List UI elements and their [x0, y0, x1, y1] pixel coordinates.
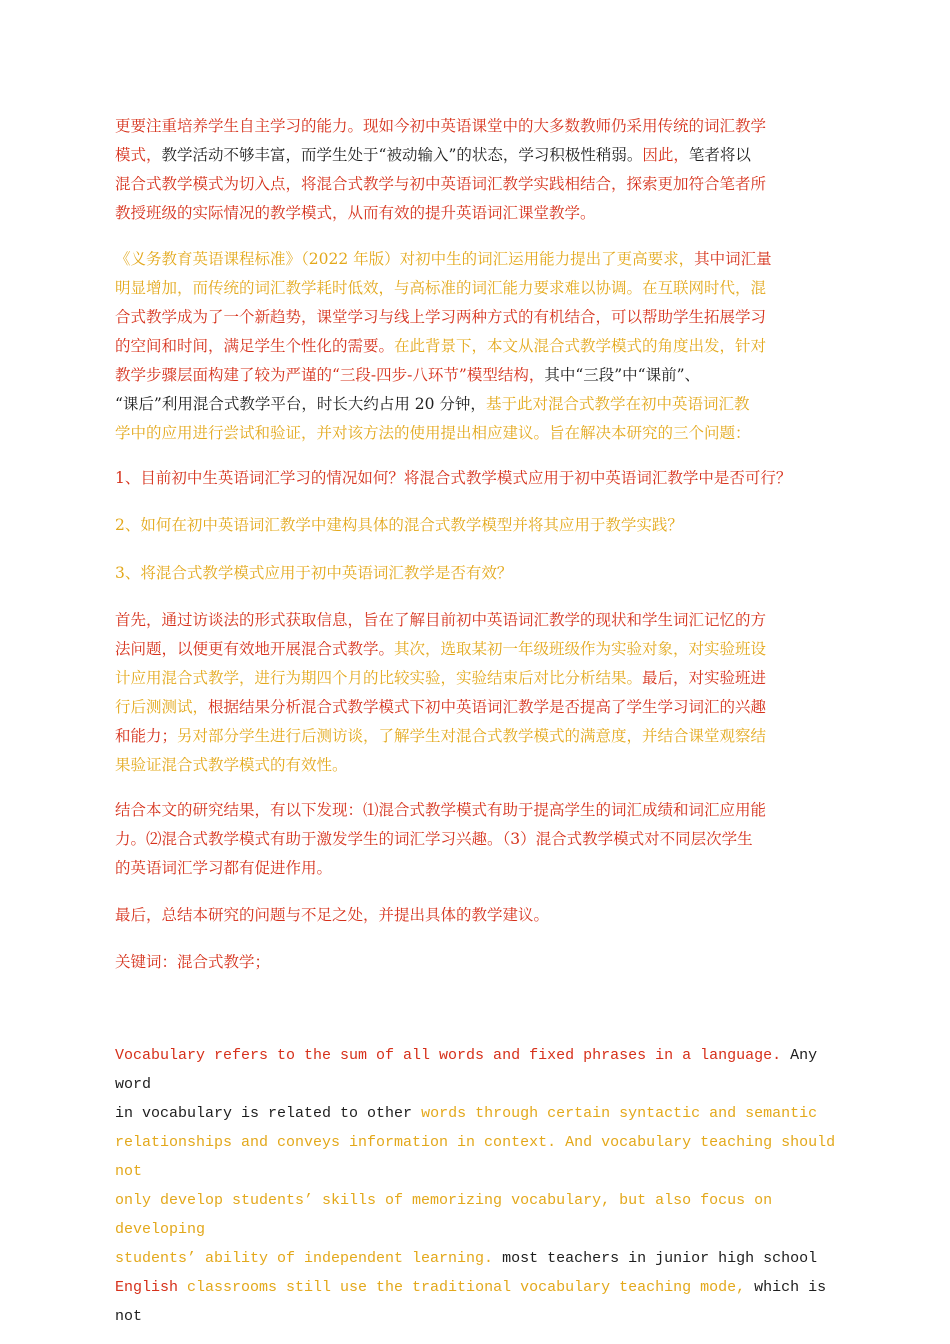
p4-s3: 的英语词汇学习都有促进作用。	[115, 859, 333, 877]
question-3	[115, 559, 840, 588]
en-l5a: students’ ability of independent learning.	[115, 1250, 503, 1267]
p3-s7: 根据结果分析混合式教学模式下初中英语词汇教学是否提高了学生学习词汇的兴趣	[208, 698, 767, 716]
p2-s3: 明显增加，而传统的词汇教学耗时低效，与高标准的词汇能力要求难以协调。	[115, 279, 643, 297]
p3-s6: 行后测测试，	[115, 698, 209, 716]
p2-s6: 的空间和时间，满足学生个性化的需要。	[115, 337, 395, 355]
paragraph-1	[115, 112, 840, 228]
en-l2a: in vocabulary is related to other	[115, 1105, 422, 1122]
p3-s9: 另对部分学生进行后测访谈，了解学生对混合式教学模式的满意度，并结合课堂观察结	[177, 727, 767, 745]
english-paragraph	[115, 1041, 840, 1331]
question-1-text: 1、目前初中生英语词汇学习的情况如何？将混合式教学模式应用于初中英语词汇教学中是否可行？	[115, 469, 792, 487]
en-l3: relationships and conveys information in context. And vocabulary teaching should not	[115, 1134, 836, 1180]
p1-line-2d: 笔者将以	[688, 146, 751, 164]
en-l2b: words through certain syntactic and semantic	[421, 1105, 818, 1122]
en-l1a: Vocabulary refers to the sum of all words and fixed phrases in a language.	[115, 1047, 782, 1064]
p2-s2: 其中词汇量	[694, 250, 772, 268]
p1-line-3: 混合式教学模式为切入点，将混合式教学与初中英语词汇教学实践相结合，探索更加符合笔者所	[115, 175, 767, 193]
question-3-text: 3、将混合式教学模式应用于初中英语词汇教学是否有效？	[115, 564, 513, 582]
p3-s1: 首先，通过访谈法的形式获取信息，旨在了解目前初中英语词汇教学的现状和学生词汇记忆的方	[115, 611, 767, 629]
p3-s5: 最后，对实验班进	[642, 669, 767, 687]
en-l5b: most teachers in junior high school	[502, 1250, 818, 1267]
p1-line-2c: 因此，	[642, 146, 689, 164]
en-l4: only develop students’ skills of memorizing vocabulary, but also focus on developing	[115, 1192, 773, 1238]
paragraph-2	[115, 245, 840, 448]
keywords	[115, 948, 840, 977]
p4-s2: 力。⑵混合式教学模式有助于激发学生的词汇学习兴趣。（3）混合式教学模式对不同层次学生	[115, 830, 753, 848]
en-l6c: which is not	[115, 1279, 827, 1325]
p2-s9: 其中“三段”中“课前”、	[544, 366, 701, 384]
p2-s11: 基于此对混合式教学在初中英语词汇教	[485, 395, 750, 413]
p5-text: 最后，总结本研究的问题与不足之处，并提出具体的教学建议。	[115, 906, 550, 924]
p2-s8: 教学步骤层面构建了较为严谨的“三段-四步-八环节”模型结构，	[115, 366, 545, 384]
p1-line-1: 更要注重培养学生自主学习的能力。现如今初中英语课堂中的大多数教师仍采用传统的词汇教学	[115, 117, 767, 135]
en-l6b: classrooms still use the traditional vocabulary teaching mode,	[187, 1279, 746, 1296]
p3-s10: 果验证混合式教学模式的有效性。	[115, 756, 348, 774]
question-1	[115, 464, 850, 493]
p3-s2: 法问题，以便更有效地开展混合式教学。	[115, 640, 395, 658]
p3-s3: 其次，选取某初一年级班级作为实验对象，对实验班设	[394, 640, 767, 658]
p2-s12: 学中的应用进行尝试和验证，并对该方法的使用提出相应建议。旨在解决本研究的三个问题：	[115, 424, 751, 442]
question-2	[115, 511, 840, 540]
en-l6a: English	[115, 1279, 188, 1296]
paragraph-3	[115, 606, 840, 780]
paragraph-4	[115, 796, 840, 883]
p2-s4: 在互联网时代，混	[642, 279, 767, 297]
p1-line-2a: 模式，	[115, 146, 162, 164]
p2-s7: 在此背景下，本文从混合式教学模式的角度出发，针对	[394, 337, 767, 355]
p2-s10: “课后”利用混合式教学平台，时长大约占用 20 分钟，	[115, 395, 486, 413]
p2-s5: 合式教学成为了一个新趋势，课堂学习与线上学习两种方式的有机结合，可以帮助学生拓展学习	[115, 308, 767, 326]
p3-s8: 和能力；	[115, 727, 178, 745]
p3-s4: 计应用混合式教学，进行为期四个月的比较实验，实验结束后对比分析结果。	[115, 669, 643, 687]
keywords-text: 关键词：混合式教学；	[115, 953, 271, 971]
p4-s1: 结合本文的研究结果，有以下发现：⑴混合式教学模式有助于提高学生的词汇成绩和词汇应用能	[115, 801, 767, 819]
question-2-text: 2、如何在初中英语词汇教学中建构具体的混合式教学模型并将其应用于教学实践？	[115, 516, 683, 534]
p2-s1: 《义务教育英语课程标准》（2022 年版）对初中生的词汇运用能力提出了更高要求，	[115, 250, 695, 268]
p1-line-4: 教授班级的实际情况的教学模式，从而有效的提升英语词汇课堂教学。	[115, 204, 596, 222]
paragraph-5	[115, 901, 840, 930]
p1-line-2b: 教学活动不够丰富，而学生处于“被动输入”的状态，学习积极性稍弱。	[161, 146, 643, 164]
en-l1b: Any word	[115, 1047, 818, 1093]
